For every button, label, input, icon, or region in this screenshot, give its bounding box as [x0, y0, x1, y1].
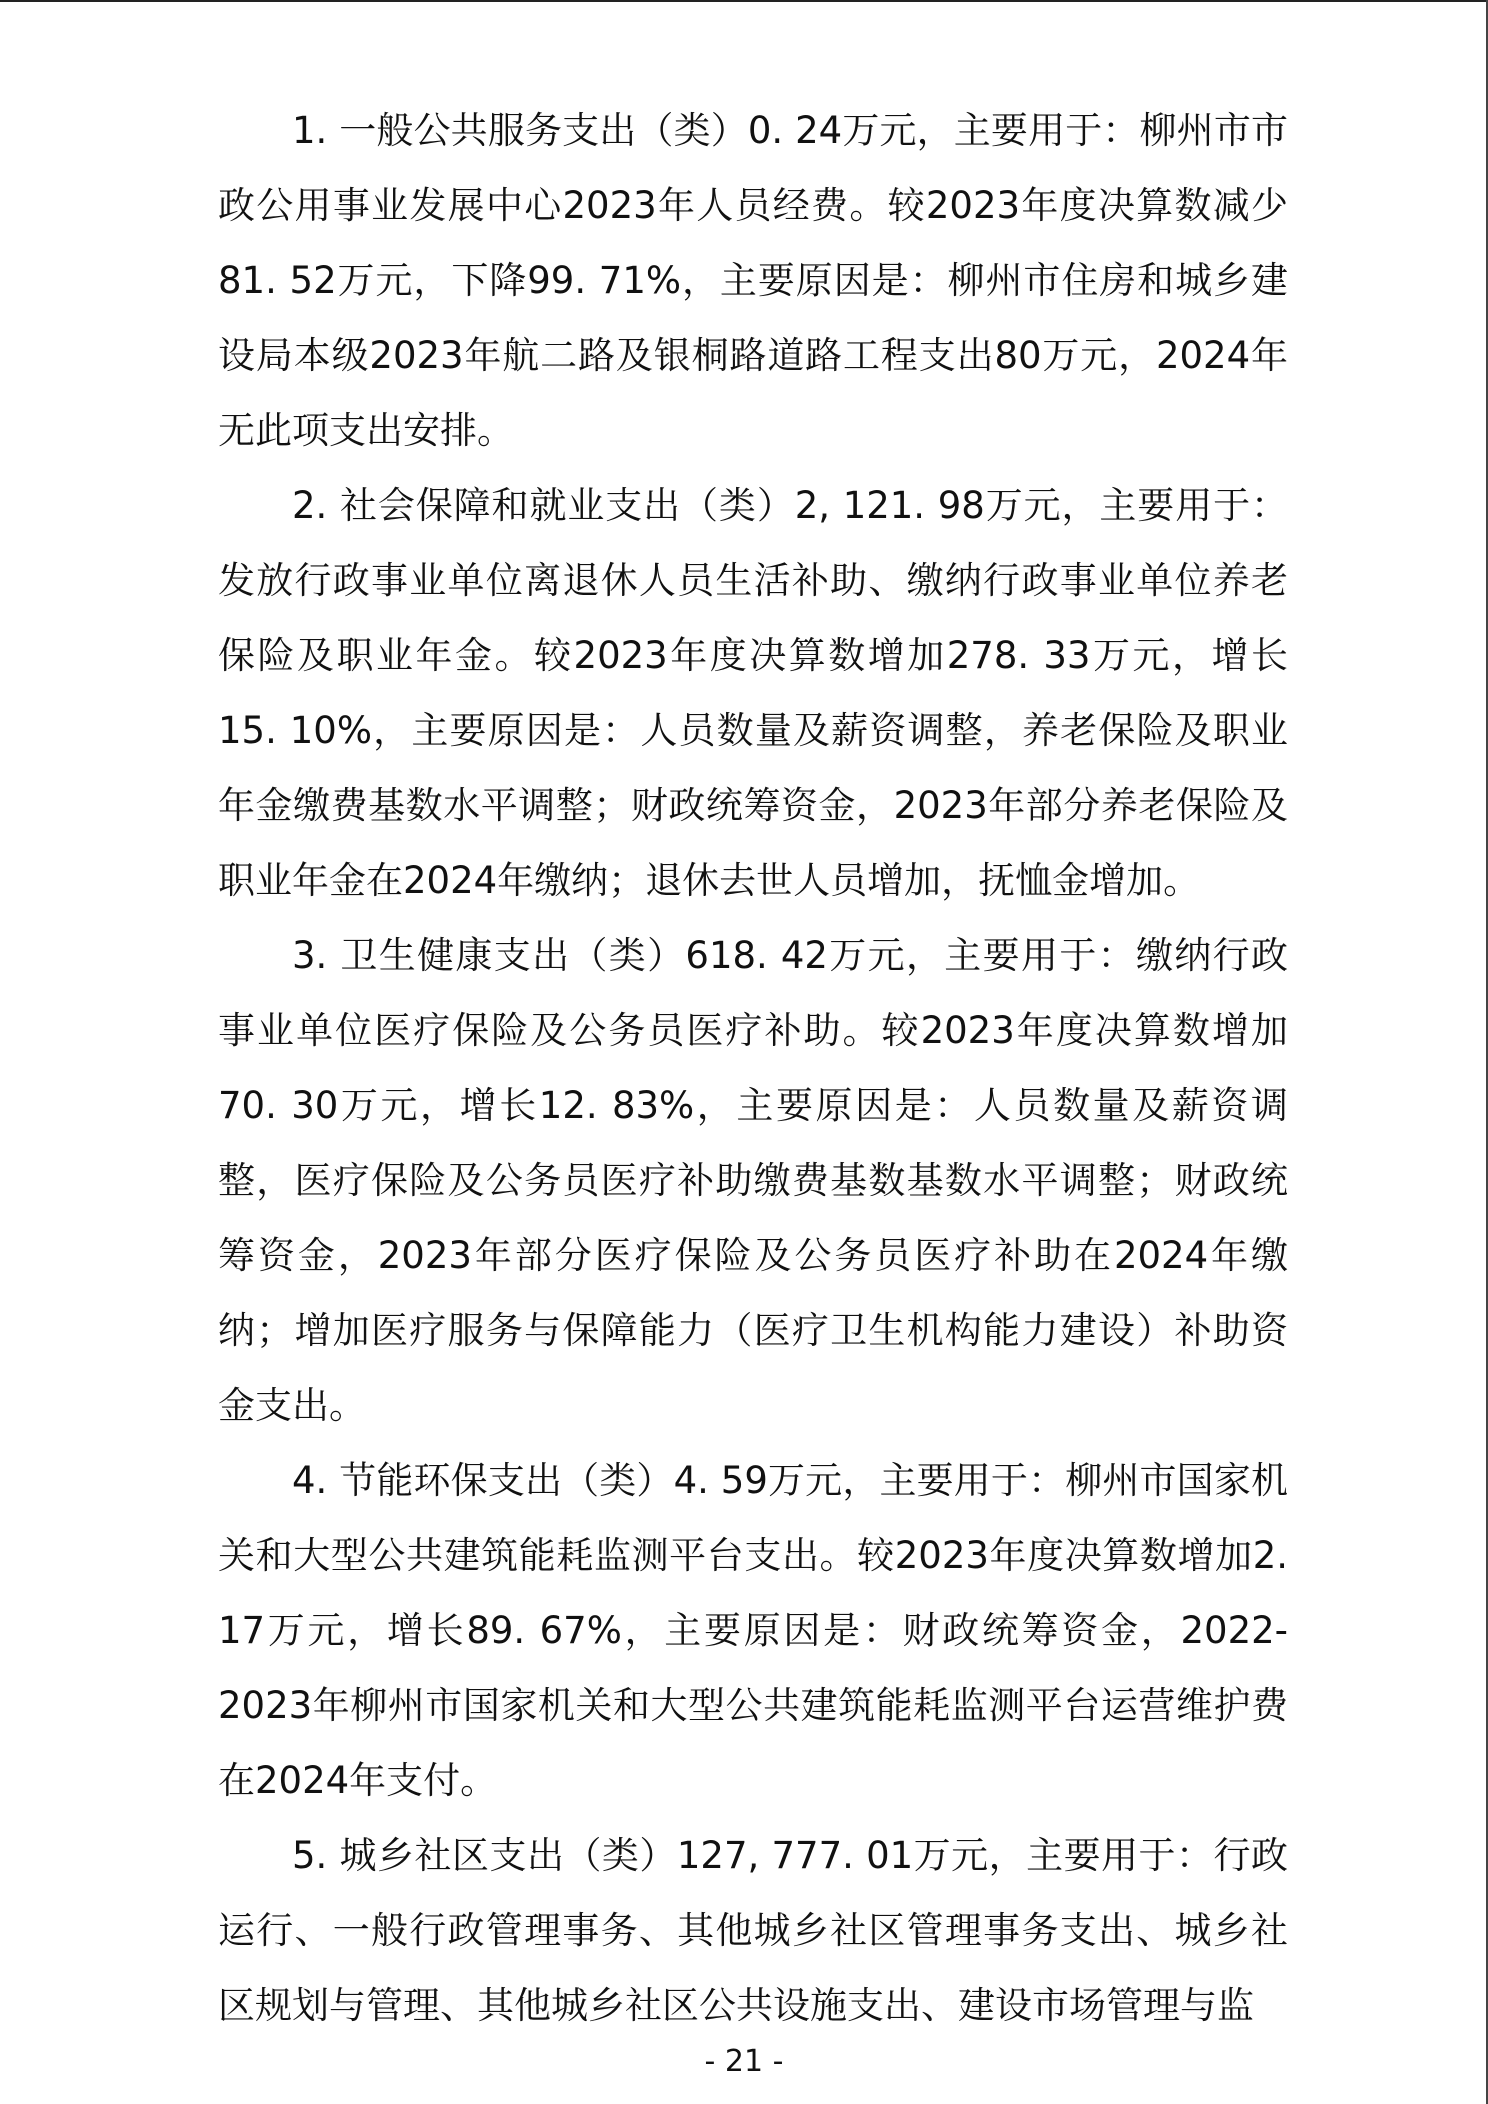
paragraph-energy-environment: 4. 节能环保支出（类）4. 59万元，主要用于：柳州市国家机关和大型公共建筑能耗监测平台支出。较2023年度决算数增加2. 17万元，增长89. 67%，主要原因是：财政统筹资金，2022-2023年柳州市国家机关和大型公共建筑能耗监测平台运营维护费在2024年支付。 — [218, 1459, 1288, 1802]
paragraph-general-public-services: 1. 一般公共服务支出（类）0. 24万元，主要用于：柳州市市政公用事业发展中心2023年人员经费。较2023年度决算数减少81. 52万元，下降99. 71%，主要原因是：柳州市住房和城乡建设局本级2023年航二路及银桐路道路工程支出80万元，2024年无此项支出安排。 — [218, 109, 1288, 452]
paragraph-urban-rural-community: 5. 城乡社区支出（类）127, 777. 01万元，主要用于：行政运行、一般行政管理事务、其他城乡社区管理事务支出、城乡社区规划与管理、其他城乡社区公共设施支出、建设市场管理与监 — [218, 1834, 1288, 2027]
paragraph-health: 3. 卫生健康支出（类）618. 42万元，主要用于：缴纳行政事业单位医疗保险及公务员医疗补助。较2023年度决算数增加70. 30万元，增长12. 83%，主要原因是：人员数量及薪资调整，医疗保险及公务员医疗补助缴费基数基数水平调整；财政统筹资金，2023年部分医疗保险及公务员医疗补助在2024年缴纳；增加医疗服务与保障能力（医疗卫生机构能力建设）补助资金支出。 — [218, 934, 1288, 1427]
paragraph-social-security-employment: 2. 社会保障和就业支出（类）2, 121. 98万元，主要用于：发放行政事业单位离退休人员生活补助、缴纳行政事业单位养老保险及职业年金。较2023年度决算数增加278. 33万元，增长15. 10%，主要原因是：人员数量及薪资调整，养老保险及职业年金缴费基数水平调整；财政统筹资金，2023年部分养老保险及职业年金在2024年缴纳；退休去世人员增加，抚恤金增加。 — [218, 484, 1288, 902]
page-top-border — [0, 0, 1488, 2]
document-body — [218, 93, 1288, 2043]
page-number: - 21 - — [704, 2044, 784, 2079]
